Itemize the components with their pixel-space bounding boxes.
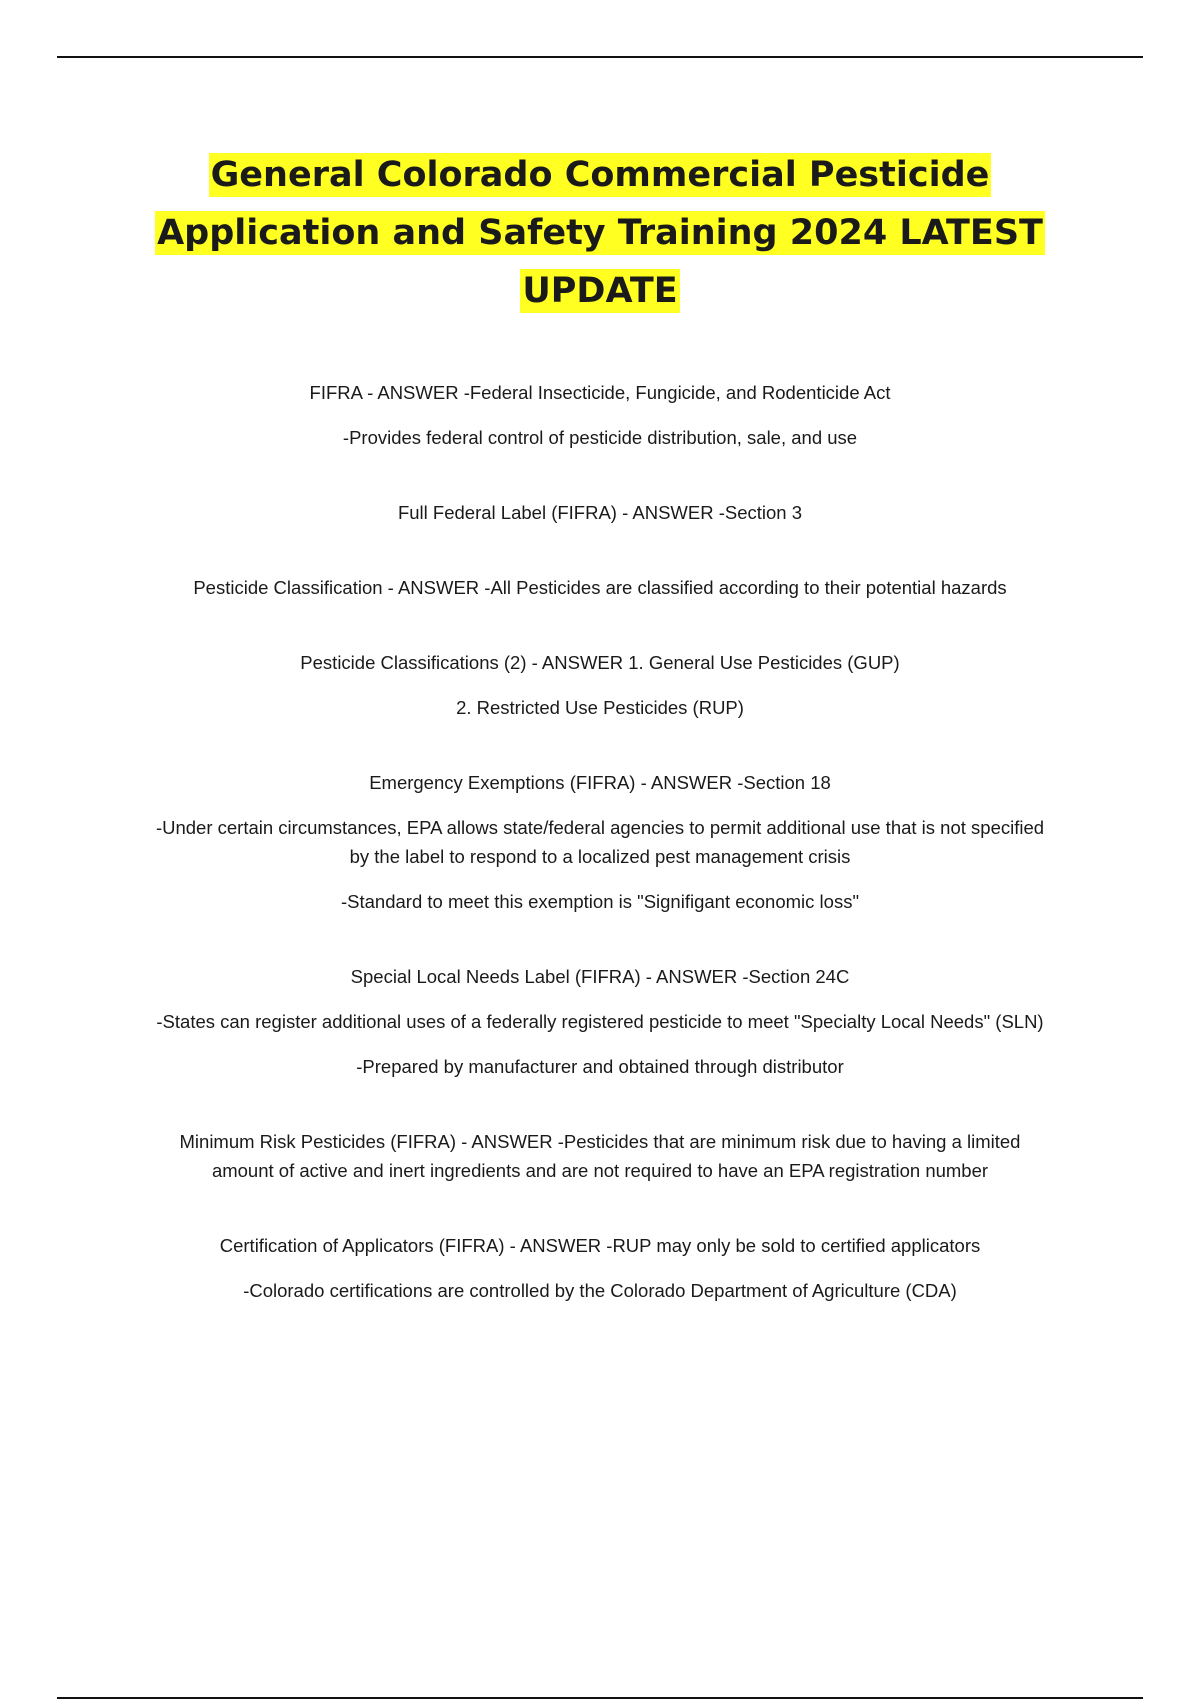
qa-line: Certification of Applicators (FIFRA) - ANSWER -RUP may only be sold to certified applicators	[219, 1235, 981, 1256]
qa-line: FIFRA - ANSWER -Federal Insecticide, Fungicide, and Rodenticide Act	[309, 382, 891, 403]
document-title-text: General Colorado Commercial Pesticide Application and Safety Training 2024 LATEST UPDATE	[157, 155, 1043, 311]
document-title	[120, 146, 1080, 320]
qa-entry	[150, 1127, 1050, 1185]
qa-line: Pesticide Classification - ANSWER -All Pesticides are classified according to their potential hazards	[193, 577, 1007, 598]
qa-line: Pesticide Classifications (2) - ANSWER 1. General Use Pesticides (GUP)	[300, 652, 900, 673]
bottom-rule	[57, 1697, 1143, 1699]
qa-line: Minimum Risk Pesticides (FIFRA) - ANSWER -Pesticides that are minimum risk due to having a limited amount of active and inert ingredients and are not required to have an EPA registration number	[179, 1131, 1021, 1181]
qa-line: -Standard to meet this exemption is "Signifigant economic loss"	[340, 891, 860, 912]
qa-entry	[150, 1231, 1050, 1305]
qa-entry	[150, 378, 1050, 452]
qa-line: Special Local Needs Label (FIFRA) - ANSWER -Section 24C	[350, 966, 850, 987]
qa-line: Emergency Exemptions (FIFRA) - ANSWER -Section 18	[369, 772, 831, 793]
qa-line: -Colorado certifications are controlled by the Colorado Department of Agriculture (CDA)	[243, 1280, 957, 1301]
qa-line: -States can register additional uses of a federally registered pesticide to meet "Specialty Local Needs" (SLN)	[156, 1011, 1044, 1032]
qa-line: -Under certain circumstances, EPA allows state/federal agencies to permit additional use that is not specified by the label to respond to a localized pest management crisis	[155, 817, 1045, 867]
qa-line: -Prepared by manufacturer and obtained through distributor	[356, 1056, 844, 1077]
qa-entry	[150, 498, 1050, 527]
qa-list	[150, 378, 1050, 1351]
qa-entry	[150, 962, 1050, 1081]
qa-line: -Provides federal control of pesticide distribution, sale, and use	[342, 427, 858, 448]
qa-line: 2. Restricted Use Pesticides (RUP)	[456, 697, 744, 718]
qa-entry	[150, 573, 1050, 602]
qa-entry	[150, 648, 1050, 722]
qa-line: Full Federal Label (FIFRA) - ANSWER -Section 3	[397, 502, 803, 523]
qa-entry	[150, 768, 1050, 916]
top-rule	[57, 56, 1143, 58]
